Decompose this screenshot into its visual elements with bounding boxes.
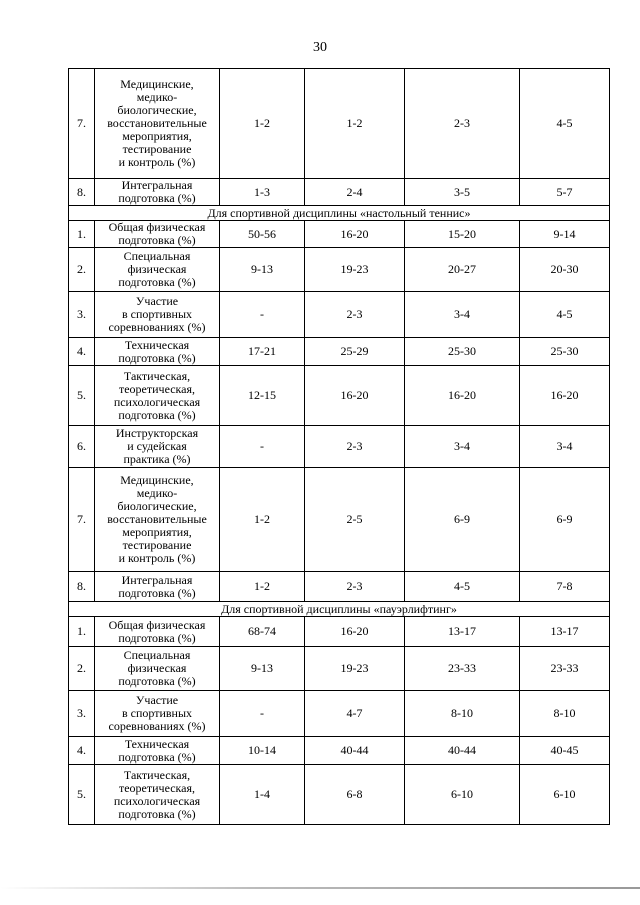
value-cell: 23-33 bbox=[405, 647, 520, 691]
value-cell: 5-7 bbox=[520, 179, 610, 206]
value-cell: 1-2 bbox=[220, 468, 305, 572]
value-cell: 15-20 bbox=[405, 221, 520, 248]
value-cell: 2-3 bbox=[305, 292, 405, 338]
value-cell: 6-8 bbox=[305, 765, 405, 825]
value-cell: - bbox=[220, 426, 305, 468]
value-cell: 1-2 bbox=[220, 69, 305, 179]
value-cell: 2-4 bbox=[305, 179, 405, 206]
value-cell: 3-5 bbox=[405, 179, 520, 206]
value-cell: 6-10 bbox=[520, 765, 610, 825]
value-cell: 2-5 bbox=[305, 468, 405, 572]
table-row bbox=[69, 617, 610, 647]
table-row bbox=[69, 468, 610, 572]
value-cell: 16-20 bbox=[405, 366, 520, 426]
training-plan-table bbox=[68, 68, 610, 825]
row-label: Инструкторская и судейская практика (%) bbox=[95, 426, 220, 468]
value-cell: 13-17 bbox=[405, 617, 520, 647]
section-title: Для спортивной дисциплины «пауэрлифтинг» bbox=[69, 602, 610, 617]
row-number: 8. bbox=[69, 179, 95, 206]
value-cell: 2-3 bbox=[305, 426, 405, 468]
value-cell: 3-4 bbox=[405, 292, 520, 338]
table-row bbox=[69, 737, 610, 765]
value-cell: 9-13 bbox=[220, 647, 305, 691]
row-number: 5. bbox=[69, 765, 95, 825]
row-label: Техническая подготовка (%) bbox=[95, 338, 220, 366]
row-number: 8. bbox=[69, 572, 95, 602]
value-cell: 40-45 bbox=[520, 737, 610, 765]
row-number: 7. bbox=[69, 69, 95, 179]
table-body bbox=[69, 69, 610, 825]
value-cell: 9-13 bbox=[220, 248, 305, 292]
section-row bbox=[69, 602, 610, 617]
row-label: Общая физическая подготовка (%) bbox=[95, 617, 220, 647]
value-cell: 8-10 bbox=[405, 691, 520, 737]
value-cell: 13-17 bbox=[520, 617, 610, 647]
value-cell: 3-4 bbox=[405, 426, 520, 468]
row-number: 5. bbox=[69, 366, 95, 426]
value-cell: 25-29 bbox=[305, 338, 405, 366]
value-cell: 4-5 bbox=[520, 292, 610, 338]
value-cell: 16-20 bbox=[305, 366, 405, 426]
table-row bbox=[69, 292, 610, 338]
value-cell: 1-2 bbox=[220, 572, 305, 602]
row-label: Участие в спортивных соревнованиях (%) bbox=[95, 691, 220, 737]
table-row bbox=[69, 426, 610, 468]
value-cell: 1-2 bbox=[305, 69, 405, 179]
value-cell: 19-23 bbox=[305, 647, 405, 691]
row-number: 4. bbox=[69, 338, 95, 366]
row-label: Интегральная подготовка (%) bbox=[95, 572, 220, 602]
row-label: Тактическая, теоретическая, психологическая подготовка (%) bbox=[95, 765, 220, 825]
row-number: 7. bbox=[69, 468, 95, 572]
row-number: 2. bbox=[69, 248, 95, 292]
value-cell: 8-10 bbox=[520, 691, 610, 737]
row-label: Тактическая, теоретическая, психологическая подготовка (%) bbox=[95, 366, 220, 426]
value-cell: - bbox=[220, 292, 305, 338]
value-cell: 68-74 bbox=[220, 617, 305, 647]
value-cell: 16-20 bbox=[305, 617, 405, 647]
row-number: 2. bbox=[69, 647, 95, 691]
value-cell: 20-27 bbox=[405, 248, 520, 292]
value-cell: 4-5 bbox=[405, 572, 520, 602]
value-cell: 6-9 bbox=[405, 468, 520, 572]
table-row bbox=[69, 691, 610, 737]
table-row bbox=[69, 248, 610, 292]
row-number: 1. bbox=[69, 617, 95, 647]
value-cell: 19-23 bbox=[305, 248, 405, 292]
table-row bbox=[69, 338, 610, 366]
value-cell: 20-30 bbox=[520, 248, 610, 292]
row-label: Общая физическая подготовка (%) bbox=[95, 221, 220, 248]
value-cell: 1-4 bbox=[220, 765, 305, 825]
row-label: Медицинские, медико- биологические, восстановительные мероприятия, тестирование и контроль (%) bbox=[95, 69, 220, 179]
value-cell: 4-7 bbox=[305, 691, 405, 737]
row-label: Специальная физическая подготовка (%) bbox=[95, 248, 220, 292]
value-cell: - bbox=[220, 691, 305, 737]
row-number: 3. bbox=[69, 292, 95, 338]
section-row bbox=[69, 206, 610, 221]
value-cell: 3-4 bbox=[520, 426, 610, 468]
row-number: 6. bbox=[69, 426, 95, 468]
table-row bbox=[69, 765, 610, 825]
row-label: Техническая подготовка (%) bbox=[95, 737, 220, 765]
row-number: 1. bbox=[69, 221, 95, 248]
scan-edge bbox=[0, 887, 640, 889]
row-label: Участие в спортивных соревнованиях (%) bbox=[95, 292, 220, 338]
value-cell: 7-8 bbox=[520, 572, 610, 602]
table-row bbox=[69, 69, 610, 179]
value-cell: 6-10 bbox=[405, 765, 520, 825]
row-number: 4. bbox=[69, 737, 95, 765]
value-cell: 4-5 bbox=[520, 69, 610, 179]
table-row bbox=[69, 572, 610, 602]
value-cell: 40-44 bbox=[405, 737, 520, 765]
value-cell: 50-56 bbox=[220, 221, 305, 248]
value-cell: 12-15 bbox=[220, 366, 305, 426]
value-cell: 25-30 bbox=[405, 338, 520, 366]
value-cell: 9-14 bbox=[520, 221, 610, 248]
value-cell: 40-44 bbox=[305, 737, 405, 765]
value-cell: 10-14 bbox=[220, 737, 305, 765]
value-cell: 16-20 bbox=[520, 366, 610, 426]
value-cell: 1-3 bbox=[220, 179, 305, 206]
table-row bbox=[69, 221, 610, 248]
table-row bbox=[69, 647, 610, 691]
value-cell: 23-33 bbox=[520, 647, 610, 691]
value-cell: 6-9 bbox=[520, 468, 610, 572]
value-cell: 16-20 bbox=[305, 221, 405, 248]
row-label: Медицинские, медико- биологические, восстановительные мероприятия, тестирование и контроль (%) bbox=[95, 468, 220, 572]
table-row bbox=[69, 366, 610, 426]
row-label: Интегральная подготовка (%) bbox=[95, 179, 220, 206]
row-label: Специальная физическая подготовка (%) bbox=[95, 647, 220, 691]
table-row bbox=[69, 179, 610, 206]
section-title: Для спортивной дисциплины «настольный теннис» bbox=[69, 206, 610, 221]
value-cell: 2-3 bbox=[405, 69, 520, 179]
value-cell: 17-21 bbox=[220, 338, 305, 366]
value-cell: 25-30 bbox=[520, 338, 610, 366]
value-cell: 2-3 bbox=[305, 572, 405, 602]
page-number: 30 bbox=[313, 40, 327, 55]
row-number: 3. bbox=[69, 691, 95, 737]
